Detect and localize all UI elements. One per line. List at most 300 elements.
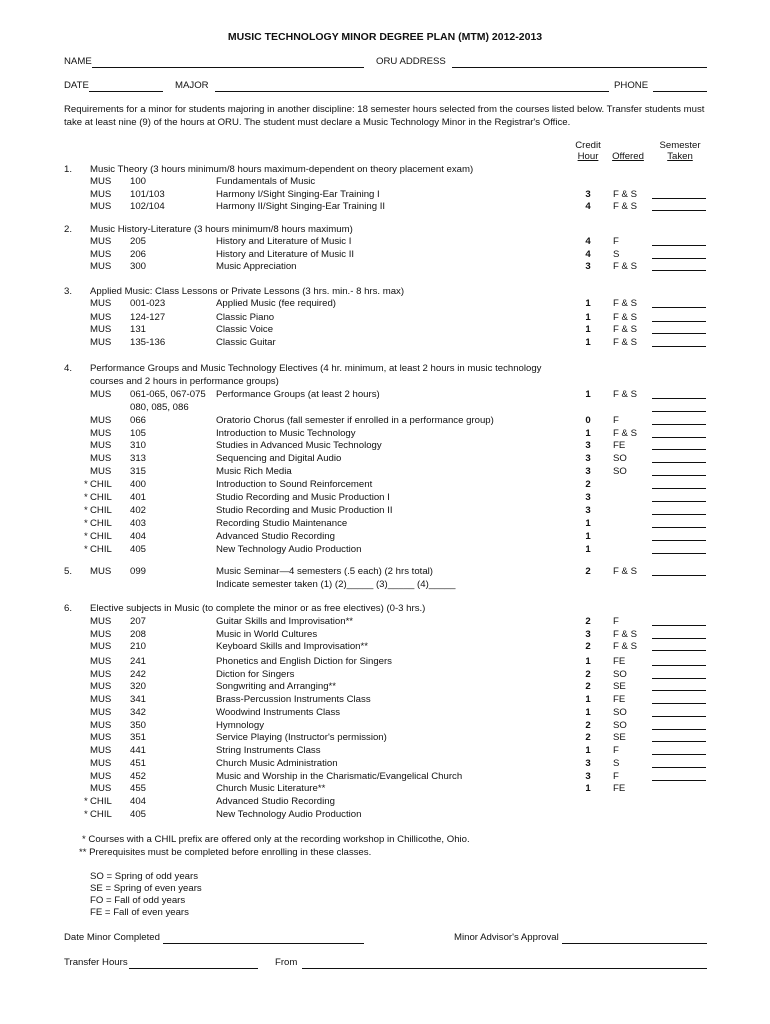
course-credit: 1 xyxy=(585,298,591,309)
course-dept: MUS xyxy=(90,694,112,705)
semester-taken-field[interactable] xyxy=(652,492,706,502)
course-code: 320 xyxy=(130,681,147,692)
semester-taken-header xyxy=(652,140,708,162)
course-dept: MUS xyxy=(90,389,112,400)
major-label: MAJOR xyxy=(175,80,209,91)
course-title: Woodwind Instruments Class xyxy=(216,707,341,718)
course-credit: 3 xyxy=(585,466,591,477)
course-credit: 3 xyxy=(585,758,591,769)
course-offered: F xyxy=(613,415,619,426)
course-dept: MUS xyxy=(90,298,112,309)
course-code: 405 xyxy=(130,809,147,820)
legend-se: SE = Spring of even years xyxy=(90,883,202,894)
course-row xyxy=(0,758,770,771)
course-credit: 1 xyxy=(585,745,591,756)
course-title: Church Music Literature** xyxy=(216,783,326,794)
course-code: 066 xyxy=(130,415,147,426)
course-code: 341 xyxy=(130,694,147,705)
course-code: 300 xyxy=(130,261,147,272)
section-heading: Music History-Literature (3 hours minimum/8 hours maximum) xyxy=(90,224,353,235)
course-prefix-mark: * xyxy=(84,544,88,555)
semester-taken-field[interactable] xyxy=(652,771,706,781)
name-label: NAME xyxy=(64,56,92,67)
course-credit: 1 xyxy=(585,337,591,348)
course-dept: MUS xyxy=(90,261,112,272)
course-row xyxy=(0,656,770,669)
course-row xyxy=(0,616,770,629)
course-code: 241 xyxy=(130,656,147,667)
course-offered: F & S xyxy=(613,201,637,212)
semester-taken-field[interactable] xyxy=(652,694,706,704)
course-row xyxy=(0,324,770,337)
course-code: 401 xyxy=(130,492,147,503)
course-credit: 2 xyxy=(585,479,591,490)
course-row xyxy=(0,389,770,402)
course-row xyxy=(0,402,770,415)
section-number: 3. xyxy=(64,286,73,297)
course-offered: SE xyxy=(613,681,626,692)
course-row xyxy=(0,337,770,350)
course-code: 206 xyxy=(130,249,147,260)
course-row xyxy=(0,745,770,758)
course-code: 102/104 xyxy=(130,201,165,212)
course-credit: 1 xyxy=(585,324,591,335)
course-row xyxy=(0,694,770,707)
course-dept: MUS xyxy=(90,312,112,323)
section-number: 5. xyxy=(64,566,73,577)
course-credit: 4 xyxy=(585,201,591,212)
course-code: 402 xyxy=(130,505,147,516)
course-code: 242 xyxy=(130,669,147,680)
course-row xyxy=(0,531,770,544)
course-offered: F & S xyxy=(613,566,637,577)
note-chil: * Courses with a CHIL prefix are offered only at the recording workshop in Chillicothe, Ohio. xyxy=(82,834,470,845)
course-dept: MUS xyxy=(90,415,112,426)
course-offered: F & S xyxy=(613,641,637,652)
course-dept: MUS xyxy=(90,681,112,692)
course-row xyxy=(0,566,770,579)
course-dept: MUS xyxy=(90,783,112,794)
course-prefix-mark: * xyxy=(84,505,88,516)
semester-taken-field[interactable] xyxy=(652,544,706,554)
semester-taken-field[interactable] xyxy=(652,201,706,211)
section-heading: Elective subjects in Music (to complete the minor or as free electives) (0-3 hrs.) xyxy=(90,603,426,614)
semester-taken-field[interactable] xyxy=(652,681,706,691)
course-offered: F & S xyxy=(613,337,637,348)
semester-taken-field[interactable] xyxy=(652,440,706,450)
course-credit: 4 xyxy=(585,236,591,247)
course-code: 100 xyxy=(130,176,147,187)
semester-taken-field[interactable] xyxy=(652,324,706,334)
semester-taken-field[interactable] xyxy=(652,415,706,425)
semester-taken-field[interactable] xyxy=(652,720,706,730)
semester-taken-field[interactable] xyxy=(652,466,706,476)
section-number: 2. xyxy=(64,224,73,235)
offered-header-label: Offered xyxy=(612,151,644,162)
semester-taken-field[interactable] xyxy=(652,745,706,755)
course-code: 400 xyxy=(130,479,147,490)
course-credit: 2 xyxy=(585,566,591,577)
course-row xyxy=(0,415,770,428)
course-title: Studio Recording and Music Production II xyxy=(216,505,393,516)
course-credit: 3 xyxy=(585,771,591,782)
semester-taken-field[interactable] xyxy=(652,616,706,626)
course-code: 135-136 xyxy=(130,337,166,348)
name-field[interactable] xyxy=(92,67,364,68)
course-dept: MUS xyxy=(90,707,112,718)
course-dept: MUS xyxy=(90,324,112,335)
semester-taken-field[interactable] xyxy=(652,261,706,271)
course-dept: CHIL xyxy=(90,544,112,555)
course-title: Keyboard Skills and Improvisation** xyxy=(216,641,368,652)
semester-taken-field[interactable] xyxy=(652,236,706,246)
semester-taken-field[interactable] xyxy=(652,758,706,768)
course-code: 105 xyxy=(130,428,147,439)
course-row xyxy=(0,796,770,809)
course-row xyxy=(0,707,770,720)
semester-header-label: Semester xyxy=(659,140,701,151)
legend-fo: FO = Fall of odd years xyxy=(90,895,186,906)
course-offered: SO xyxy=(613,466,627,477)
course-code: 061-065, 067-075 xyxy=(130,389,206,400)
course-row xyxy=(0,783,770,796)
course-dept: CHIL xyxy=(90,479,112,490)
course-dept: CHIL xyxy=(90,505,112,516)
course-title: Service Playing (Instructor's permission) xyxy=(216,732,387,743)
credit-hour-header xyxy=(568,140,608,162)
course-code: 207 xyxy=(130,616,147,627)
semester-taken-field[interactable] xyxy=(652,656,706,666)
course-title: Music and Worship in the Charismatic/Evangelical Church xyxy=(216,771,463,782)
course-credit: 3 xyxy=(585,505,591,516)
course-credit: 1 xyxy=(585,707,591,718)
course-code: 404 xyxy=(130,796,147,807)
note-prereq: ** Prerequisites must be completed before enrolling in these classes. xyxy=(79,847,372,858)
course-dept: CHIL xyxy=(90,796,112,807)
course-offered: F xyxy=(613,236,619,247)
semester-taken-field[interactable] xyxy=(652,518,706,528)
course-title: History and Literature of Music II xyxy=(216,249,355,260)
course-code: 404 xyxy=(130,531,147,542)
course-prefix-mark: * xyxy=(84,809,88,820)
course-credit: 1 xyxy=(585,531,591,542)
course-dept: MUS xyxy=(90,176,112,187)
section-heading-continued: courses and 2 hours in performance groups) xyxy=(90,376,279,387)
course-title: Church Music Administration xyxy=(216,758,338,769)
date-minor-label: Date Minor Completed xyxy=(64,932,160,943)
course-title: String Instruments Class xyxy=(216,745,321,756)
date-label: DATE xyxy=(64,80,89,91)
course-credit: 1 xyxy=(585,312,591,323)
date-minor-field[interactable] xyxy=(163,943,364,944)
course-row xyxy=(0,641,770,654)
course-dept: MUS xyxy=(90,629,112,640)
course-title: Oratorio Chorus (fall semester if enrolled in a performance group) xyxy=(216,415,494,426)
semester-taken-field[interactable] xyxy=(652,389,706,399)
advisor-field[interactable] xyxy=(562,943,707,944)
course-prefix-mark: * xyxy=(84,796,88,807)
course-code: 405 xyxy=(130,544,147,555)
course-offered: FE xyxy=(613,440,626,451)
transfer-hours-field[interactable] xyxy=(129,968,258,969)
semester-taken-field[interactable] xyxy=(652,707,706,717)
course-row xyxy=(0,201,770,214)
course-dept: MUS xyxy=(90,428,112,439)
course-title: Guitar Skills and Improvisation** xyxy=(216,616,354,627)
semester-taken-field[interactable] xyxy=(652,312,706,322)
course-title: Recording Studio Maintenance xyxy=(216,518,348,529)
course-credit: 1 xyxy=(585,428,591,439)
course-offered: F xyxy=(613,771,619,782)
semester-taken-field[interactable] xyxy=(652,428,706,438)
course-dept: MUS xyxy=(90,669,112,680)
course-credit: 2 xyxy=(585,616,591,627)
advisor-label: Minor Advisor's Approval xyxy=(454,932,559,943)
course-offered: F & S xyxy=(613,312,637,323)
course-credit: 2 xyxy=(585,720,591,731)
course-title: Classic Voice xyxy=(216,324,274,335)
course-offered: F xyxy=(613,616,619,627)
section-number: 1. xyxy=(64,164,73,175)
course-code: 131 xyxy=(130,324,147,335)
course-prefix-mark: * xyxy=(84,518,88,529)
course-dept: CHIL xyxy=(90,492,112,503)
course-offered: F & S xyxy=(613,389,637,400)
course-title: Classic Piano xyxy=(216,312,275,323)
requirements-text: Requirements for a minor for students majoring in another discipline: 18 semester hours selected from the courses listed below. Transfer students must take at least nine (9) of the hours at ORU. The student must declare a Music Technology Minor in the Registrar's Office. xyxy=(64,104,705,128)
course-offered: SE xyxy=(613,732,626,743)
course-row xyxy=(0,505,770,518)
course-dept: CHIL xyxy=(90,518,112,529)
course-row xyxy=(0,579,770,592)
semester-taken-field[interactable] xyxy=(652,505,706,515)
course-code: 099 xyxy=(130,566,147,577)
semester-taken-field[interactable] xyxy=(652,298,706,308)
course-dept: CHIL xyxy=(90,809,112,820)
semester-taken-field[interactable] xyxy=(652,531,706,541)
course-title: Brass-Percussion Instruments Class xyxy=(216,694,371,705)
course-dept: MUS xyxy=(90,337,112,348)
course-title: Classic Guitar xyxy=(216,337,276,348)
course-credit: 3 xyxy=(585,189,591,200)
course-code: 001-023 xyxy=(130,298,166,309)
course-row xyxy=(0,440,770,453)
course-credit: 1 xyxy=(585,389,591,400)
course-row xyxy=(0,681,770,694)
page-title: MUSIC TECHNOLOGY MINOR DEGREE PLAN (MTM) 2012-2013 xyxy=(227,31,543,43)
course-offered: F & S xyxy=(613,261,637,272)
course-row xyxy=(0,518,770,531)
course-dept: MUS xyxy=(90,758,112,769)
course-title: Music Appreciation xyxy=(216,261,297,272)
course-title: Advanced Studio Recording xyxy=(216,531,335,542)
course-offered: F xyxy=(613,745,619,756)
course-credit: 1 xyxy=(585,694,591,705)
phone-label: PHONE xyxy=(614,80,649,91)
section-heading: Performance Groups and Music Technology Electives (4 hr. minimum, at least 2 hours in music technology xyxy=(90,363,542,374)
course-code: 342 xyxy=(130,707,147,718)
oru-address-field[interactable] xyxy=(452,67,707,68)
course-code: 210 xyxy=(130,641,147,652)
course-code: 451 xyxy=(130,758,147,769)
course-dept: MUS xyxy=(90,453,112,464)
course-code: 452 xyxy=(130,771,147,782)
course-title: Advanced Studio Recording xyxy=(216,796,335,807)
course-credit: 3 xyxy=(585,440,591,451)
course-code: 351 xyxy=(130,732,147,743)
course-title: Fundamentals of Music xyxy=(216,176,316,187)
course-title: Indicate semester taken (1) (2)_____ (3)_____ (4)_____ xyxy=(216,579,456,590)
course-code: 208 xyxy=(130,629,147,640)
semester-taken-field[interactable] xyxy=(652,641,706,651)
course-title: Music in World Cultures xyxy=(216,629,318,640)
course-offered: FE xyxy=(613,783,626,794)
course-title: New Technology Audio Production xyxy=(216,809,362,820)
course-row xyxy=(0,732,770,745)
course-code: 124-127 xyxy=(130,312,166,323)
semester-taken-field[interactable] xyxy=(652,453,706,463)
transfer-hours-label: Transfer Hours xyxy=(64,957,128,968)
course-credit: 2 xyxy=(585,681,591,692)
credit-header-label: Credit xyxy=(575,140,601,151)
course-row xyxy=(0,236,770,249)
course-title: Introduction to Music Technology xyxy=(216,428,356,439)
course-dept: MUS xyxy=(90,440,112,451)
course-offered: S xyxy=(613,249,620,260)
semester-taken-field[interactable] xyxy=(652,189,706,199)
course-credit: 3 xyxy=(585,492,591,503)
course-credit: 2 xyxy=(585,732,591,743)
course-offered: S xyxy=(613,758,620,769)
course-prefix-mark: * xyxy=(84,531,88,542)
course-offered: F & S xyxy=(613,629,637,640)
course-dept: MUS xyxy=(90,656,112,667)
course-dept: MUS xyxy=(90,466,112,477)
semester-taken-field[interactable] xyxy=(652,479,706,489)
section-heading: Music Theory (3 hours minimum/8 hours maximum-dependent on theory placement exam) xyxy=(90,164,474,175)
course-code: 403 xyxy=(130,518,147,529)
legend-fe: FE = Fall of even years xyxy=(90,907,189,918)
semester-taken-field[interactable] xyxy=(652,669,706,679)
course-dept: MUS xyxy=(90,720,112,731)
course-title: Songwriting and Arranging** xyxy=(216,681,337,692)
course-credit: 1 xyxy=(585,656,591,667)
taken-header-label: Taken xyxy=(667,151,693,162)
course-offered: F & S xyxy=(613,189,637,200)
semester-taken-field[interactable] xyxy=(652,732,706,742)
course-credit: 2 xyxy=(585,669,591,680)
course-prefix-mark: * xyxy=(84,492,88,503)
course-offered: SO xyxy=(613,720,627,731)
course-offered: F & S xyxy=(613,428,637,439)
course-code: 205 xyxy=(130,236,147,247)
course-dept: MUS xyxy=(90,249,112,260)
course-offered: F & S xyxy=(613,298,637,309)
course-credit: 4 xyxy=(585,249,591,260)
section-number: 4. xyxy=(64,363,73,374)
course-offered: SO xyxy=(613,453,627,464)
course-offered: FE xyxy=(613,656,626,667)
course-credit: 1 xyxy=(585,783,591,794)
course-code: 455 xyxy=(130,783,147,794)
course-title: Studio Recording and Music Production I xyxy=(216,492,390,503)
from-label: From xyxy=(275,957,298,968)
course-title: New Technology Audio Production xyxy=(216,544,362,555)
course-code: 441 xyxy=(130,745,147,756)
semester-taken-field[interactable] xyxy=(652,402,706,412)
course-title: History and Literature of Music I xyxy=(216,236,352,247)
course-row xyxy=(0,492,770,505)
course-title: Harmony I/Sight Singing-Ear Training I xyxy=(216,189,380,200)
course-credit: 0 xyxy=(585,415,591,426)
course-row xyxy=(0,176,770,189)
course-title: Sequencing and Digital Audio xyxy=(216,453,342,464)
course-code: 080, 085, 086 xyxy=(130,402,189,413)
course-credit: 3 xyxy=(585,261,591,272)
oru-address-label: ORU ADDRESS xyxy=(376,56,446,67)
course-dept: CHIL xyxy=(90,531,112,542)
course-dept: MUS xyxy=(90,236,112,247)
course-row xyxy=(0,479,770,492)
course-row xyxy=(0,261,770,274)
semester-taken-field[interactable] xyxy=(652,566,706,576)
course-title: Applied Music (fee required) xyxy=(216,298,336,309)
course-dept: MUS xyxy=(90,189,112,200)
hour-header-label: Hour xyxy=(577,151,599,162)
course-dept: MUS xyxy=(90,201,112,212)
course-dept: MUS xyxy=(90,641,112,652)
course-row xyxy=(0,809,770,822)
course-credit: 3 xyxy=(585,629,591,640)
legend-so: SO = Spring of odd years xyxy=(90,871,198,882)
course-offered: SO xyxy=(613,669,627,680)
course-dept: MUS xyxy=(90,732,112,743)
course-title: Studies in Advanced Music Technology xyxy=(216,440,382,451)
phone-field[interactable] xyxy=(653,91,707,92)
major-field[interactable] xyxy=(215,91,609,92)
course-title: Harmony II/Sight Singing-Ear Training II xyxy=(216,201,386,212)
semester-taken-field[interactable] xyxy=(652,249,706,259)
course-title: Music Rich Media xyxy=(216,466,292,477)
course-offered: FE xyxy=(613,694,626,705)
course-dept: MUS xyxy=(90,745,112,756)
course-row xyxy=(0,298,770,311)
course-code: 101/103 xyxy=(130,189,165,200)
offered-header xyxy=(605,151,651,162)
course-offered: SO xyxy=(613,707,627,718)
course-code: 350 xyxy=(130,720,147,731)
course-credit: 1 xyxy=(585,544,591,555)
course-title: Phonetics and English Diction for Singers xyxy=(216,656,392,667)
date-field[interactable] xyxy=(89,91,163,92)
section-heading: Applied Music: Class Lessons or Private Lessons (3 hrs. min.- 8 hrs. max) xyxy=(90,286,405,297)
course-dept: MUS xyxy=(90,616,112,627)
semester-taken-field[interactable] xyxy=(652,337,706,347)
course-offered: F & S xyxy=(613,324,637,335)
semester-taken-field[interactable] xyxy=(652,629,706,639)
course-code: 310 xyxy=(130,440,147,451)
course-title: Introduction to Sound Reinforcement xyxy=(216,479,373,490)
course-credit: 2 xyxy=(585,641,591,652)
course-row xyxy=(0,544,770,557)
course-title: Performance Groups (at least 2 hours) xyxy=(216,389,380,400)
course-title: Hymnology xyxy=(216,720,264,731)
course-prefix-mark: * xyxy=(84,479,88,490)
course-credit: 1 xyxy=(585,518,591,529)
course-row xyxy=(0,453,770,466)
from-field[interactable] xyxy=(302,968,707,969)
course-title: Music Seminar—4 semesters (.5 each) (2 hrs total) xyxy=(216,566,433,577)
